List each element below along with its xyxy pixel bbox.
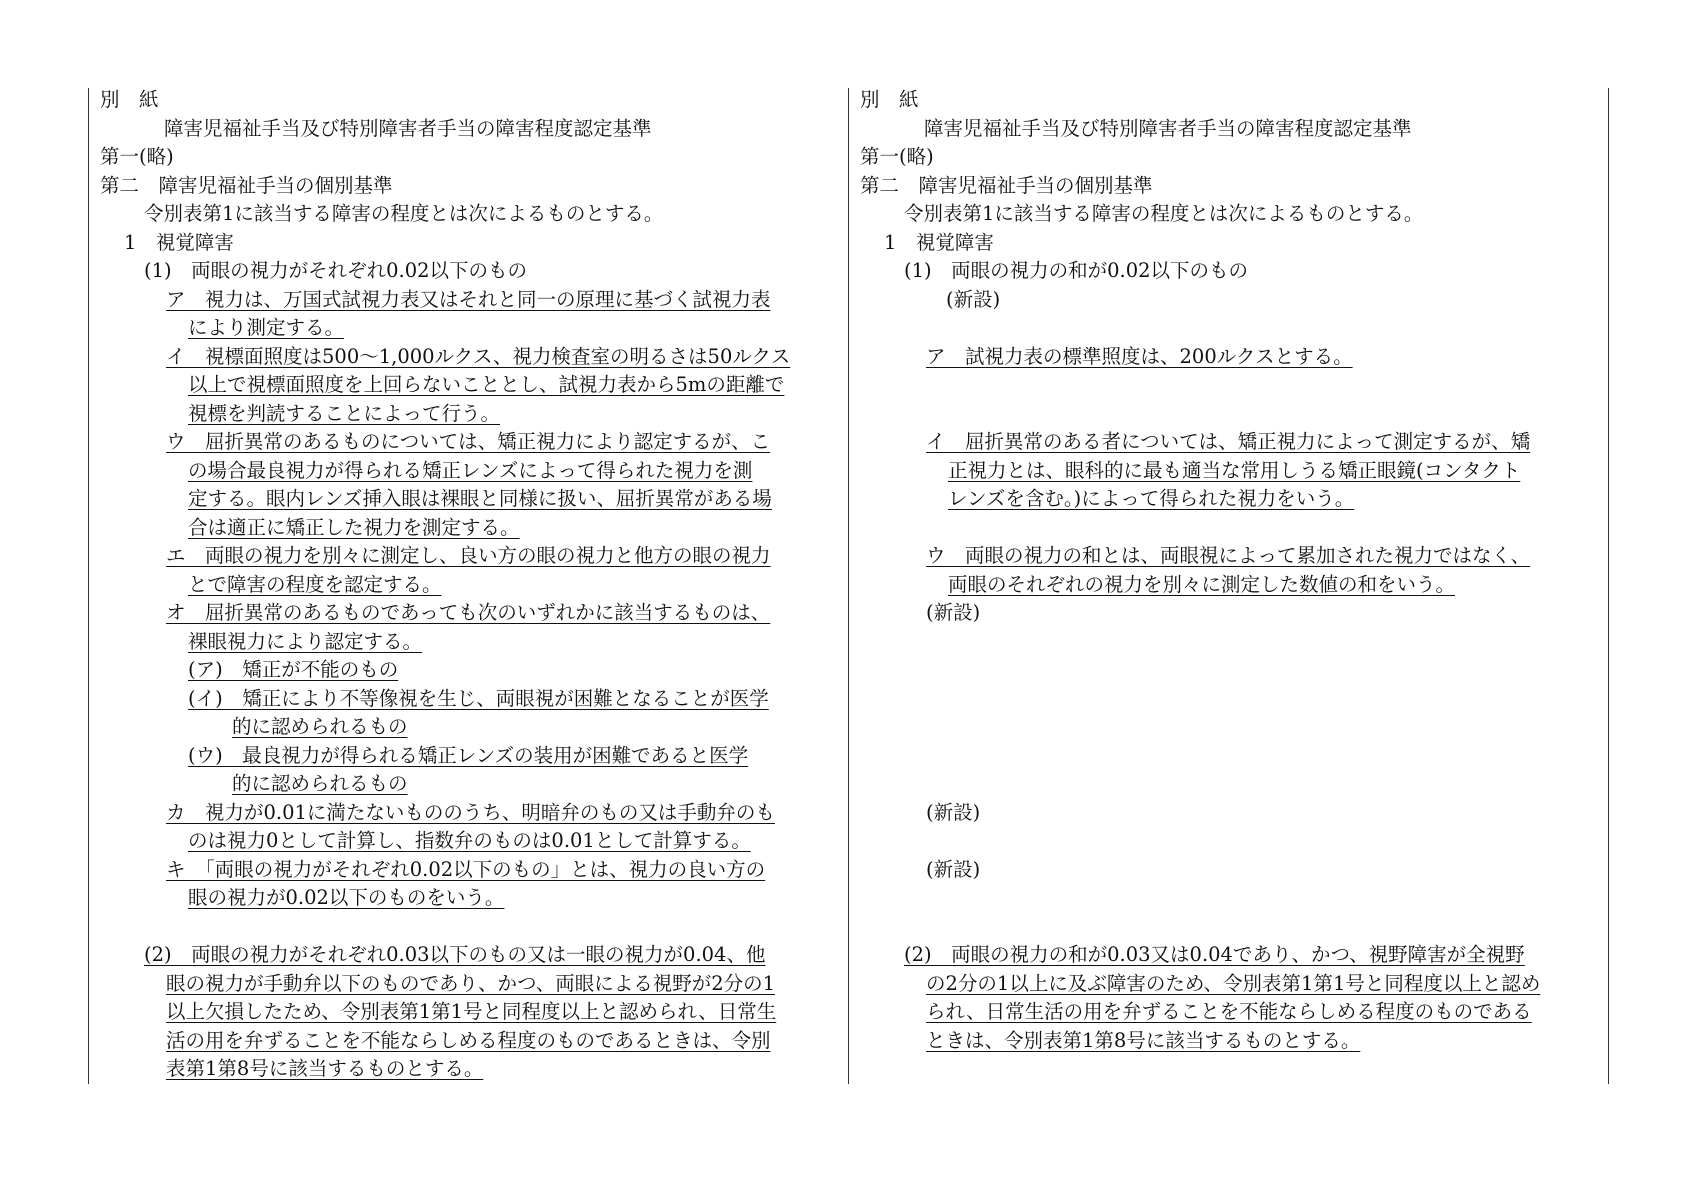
item-2-line-2: の2分の1以上に及ぶ障害のため、令別表第1第1号と同程度以上と認め	[926, 972, 1541, 995]
new-item-placeholder: (新設)	[926, 801, 981, 824]
new-item-placeholder: (新設)	[926, 601, 981, 624]
new-item-placeholder: (新設)	[946, 288, 1001, 311]
new-item-placeholder: (新設)	[926, 858, 981, 881]
item-2-line-1: (2) 両眼の視力の和が0.03又は0.04であり、かつ、視野障害が全視野	[904, 943, 1525, 966]
item-i-line-2: 正視力とは、眼科的に最も適当な常用しうる矯正眼鏡(コンタクト	[948, 459, 1521, 482]
item-ka-line-1: カ 視力が0.01に満たないもののうち、明暗弁のもの又は手動弁のも	[166, 801, 775, 824]
center-divider-rule	[848, 88, 849, 1084]
item-2-line-2: 眼の視力が手動弁以下のものであり、かつ、両眼による視野が2分の1	[166, 972, 776, 995]
section-one-heading: 第一(略)	[860, 145, 934, 168]
item-2-line-3: 以上欠損したため、令別表第1第1号と同程度以上と認められ、日常生	[166, 1000, 777, 1023]
right-border-rule	[1608, 88, 1609, 1084]
item-2-line-5: 表第1第8号に該当するものとする。	[166, 1057, 484, 1080]
item-u-line-3: 定する。眼内レンズ挿入眼は裸眼と同様に扱い、屈折異常がある場	[188, 487, 772, 510]
item-o-line-2: 裸眼視力により認定する。	[188, 630, 423, 653]
item-e-line-1: エ 両眼の視力を別々に測定し、良い方の眼の視力と他方の眼の視力	[166, 544, 771, 567]
item-ka-line-2: のは視力0として計算し、指数弁のものは0.01として計算する。	[188, 829, 751, 852]
attachment-label: 別 紙	[860, 88, 919, 111]
subitem-a-line-1: (ア) 矯正が不能のもの	[188, 658, 399, 681]
subitem-u-line-1: (ウ) 最良視力が得られる矯正レンズの装用が困難であると医学	[188, 744, 749, 767]
section-two-heading: 第二 障害児福祉手当の個別基準	[100, 174, 393, 197]
section-two-heading: 第二 障害児福祉手当の個別基準	[860, 174, 1153, 197]
attachment-label: 別 紙	[100, 88, 159, 111]
item-1-heading: (1) 両眼の視力がそれぞれ0.02以下のもの	[144, 259, 528, 282]
subitem-u-line-2: 的に認められるもの	[232, 772, 408, 795]
intro-paragraph: 令別表第1に該当する障害の程度とは次によるものとする。	[904, 202, 1424, 225]
item-u-line-2: の場合最良視力が得られる矯正レンズによって得られた視力を測	[188, 459, 753, 482]
subitem-i-line-1: (イ) 矯正により不等像視を生じ、両眼視が困難となることが医学	[188, 687, 769, 710]
item-ki-line-1: キ 「両眼の視力がそれぞれ0.02以下のもの」とは、視力の良い方の	[166, 858, 766, 881]
item-i-line-1: イ 視標面照度は500〜1,000ルクス、視力検査室の明るさは50ルクス	[166, 345, 791, 368]
document-title: 障害児福祉手当及び特別障害者手当の障害程度認定基準	[924, 117, 1412, 140]
item-2-line-4: ときは、令別表第1第8号に該当するものとする。	[926, 1029, 1361, 1052]
item-a-line-1: ア 試視力表の標準照度は、200ルクスとする。	[926, 345, 1353, 368]
document-title: 障害児福祉手当及び特別障害者手当の障害程度認定基準	[164, 117, 652, 140]
item-u-line-4: 合は適正に矯正した視力を測定する。	[188, 516, 520, 539]
item-1-heading: (1) 両眼の視力の和が0.02以下のもの	[904, 259, 1249, 282]
item-2-line-1: (2) 両眼の視力がそれぞれ0.03以下のもの又は一眼の視力が0.04、他	[144, 943, 766, 966]
item-i-line-2: 以上で視標面照度を上回らないこととし、試視力表から5mの距離で	[188, 373, 785, 396]
item-i-line-1: イ 屈折異常のある者については、矯正視力によって測定するが、矯	[926, 430, 1531, 453]
item-2-line-3: られ、日常生活の用を弁ずることを不能ならしめる程度のものである	[926, 1000, 1532, 1023]
item-i-line-3: レンズを含む。)によって得られた視力をいう。	[948, 487, 1355, 510]
item-ki-line-2: 眼の視力が0.02以下のものをいう。	[188, 886, 505, 909]
visual-impairment-heading: 1 視覚障害	[884, 231, 994, 254]
item-u-line-1: ウ 両眼の視力の和とは、両眼視によって累加された視力ではなく、	[926, 544, 1531, 567]
left-border-rule	[88, 88, 89, 1084]
item-u-line-2: 両眼のそれぞれの視力を別々に測定した数値の和をいう。	[948, 573, 1456, 596]
item-u-line-1: ウ 屈折異常のあるものについては、矯正視力により認定するが、こ	[166, 430, 771, 453]
item-2-line-4: 活の用を弁ずることを不能ならしめる程度のものであるときは、令別	[166, 1029, 771, 1052]
intro-paragraph: 令別表第1に該当する障害の程度とは次によるものとする。	[144, 202, 664, 225]
section-one-heading: 第一(略)	[100, 145, 174, 168]
item-e-line-2: とで障害の程度を認定する。	[188, 573, 442, 596]
item-a-line-1: ア 視力は、万国式試視力表又はそれと同一の原理に基づく試視力表	[166, 288, 771, 311]
subitem-i-line-2: 的に認められるもの	[232, 715, 408, 738]
item-i-line-3: 視標を判読することによって行う。	[188, 402, 501, 425]
visual-impairment-heading: 1 視覚障害	[124, 231, 234, 254]
item-o-line-1: オ 屈折異常のあるものであっても次のいずれかに該当するものは、	[166, 601, 771, 624]
item-a-line-2: により測定する。	[188, 316, 345, 339]
